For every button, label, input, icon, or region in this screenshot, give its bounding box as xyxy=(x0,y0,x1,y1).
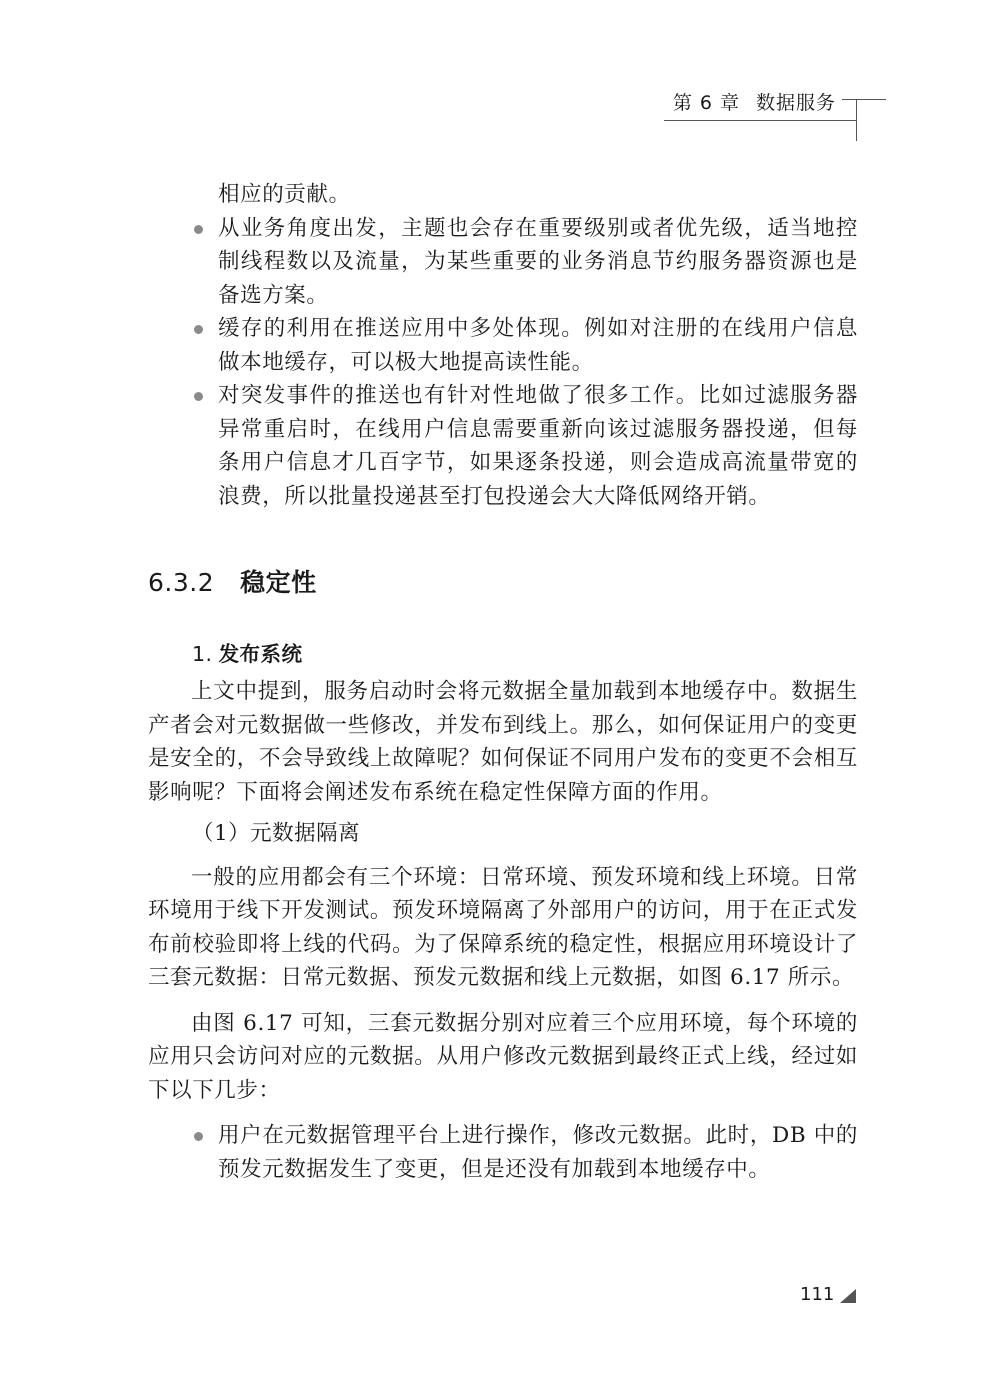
header-rule-horizontal xyxy=(664,120,856,121)
bullet-dot-icon xyxy=(194,225,203,234)
subsection-number: 1. xyxy=(192,642,213,666)
subsection-title: 发布系统 xyxy=(218,642,303,666)
paragraph: 上文中提到，服务启动时会将元数据全量加载到本地缓存中。数据生产者会对元数据做一些修改，并发布到线上。那么，如何保证用户的变更是安全的，不会导致线上故障呢？如何保证不同用户发布的变更不会相互影响呢？下面将会阐述发布系统在稳定性保障方面的作用。 xyxy=(148,679,858,805)
page-content xyxy=(148,178,858,1186)
bullet-item xyxy=(148,212,858,313)
subsection-heading xyxy=(192,637,858,671)
bullet-text: 用户在元数据管理平台上进行操作，修改元数据。此时，DB 中的预发元数据发生了变更，但是还没有加载到本地缓存中。 xyxy=(218,1123,858,1182)
item-heading: （1）元数据隔离 xyxy=(192,821,361,846)
bullet-item xyxy=(148,312,858,379)
bullet-text: 缓存的利用在推送应用中多处体现。例如对注册的在线用户信息做本地缓存，可以极大地提高读性能。 xyxy=(218,316,858,375)
page-number: 111 xyxy=(800,1284,835,1305)
bullet-text: 对突发事件的推送也有针对性地做了很多工作。比如过滤服务器异常重启时，在线用户信息需要重新向该过滤服务器投递，但每条用户信息才几百字节，如果逐条投递，则会造成高流量带宽的浪费，所以批量投递甚至打包投递会大大降低网络开销。 xyxy=(218,383,858,509)
running-header xyxy=(600,88,836,115)
section-number: 6.3.2 xyxy=(148,568,215,597)
bullet-text: 从业务角度出发，主题也会存在重要级别或者优先级，适当地控制线程数以及流量，为某些重要的业务消息节约服务器资源也是备选方案。 xyxy=(218,215,858,308)
bullet-dot-icon xyxy=(194,1132,203,1141)
section-heading xyxy=(148,565,858,601)
section-title: 稳定性 xyxy=(240,568,317,597)
intro-continuation: 相应的贡献。 xyxy=(218,182,351,207)
paragraph: 由图 6.17 可知，三套元数据分别对应着三个应用环境，每个环境的应用只会访问对应的元数据。从用户修改元数据到最终正式上线，经过如下以下几步： xyxy=(148,1010,858,1103)
chapter-number: 第 6 章 xyxy=(672,92,740,114)
chapter-title: 数据服务 xyxy=(755,92,836,114)
bullet-item xyxy=(148,1119,858,1186)
bullet-item xyxy=(148,379,858,513)
header-rule-vertical xyxy=(856,99,857,141)
page-corner-triangle-icon xyxy=(840,1289,856,1303)
bullet-dot-icon xyxy=(194,325,203,334)
bullet-dot-icon xyxy=(194,392,203,401)
header-rule-top xyxy=(842,99,886,100)
paragraph: 一般的应用都会有三个环境：日常环境、预发环境和线上环境。日常环境用于线下开发测试。预发环境隔离了外部用户的访问，用于在正式发布前校验即将上线的代码。为了保障系统的稳定性，根据应用环境设计了三套元数据：日常元数据、预发元数据和线上元数据，如图 6.17 所示。 xyxy=(148,864,858,990)
